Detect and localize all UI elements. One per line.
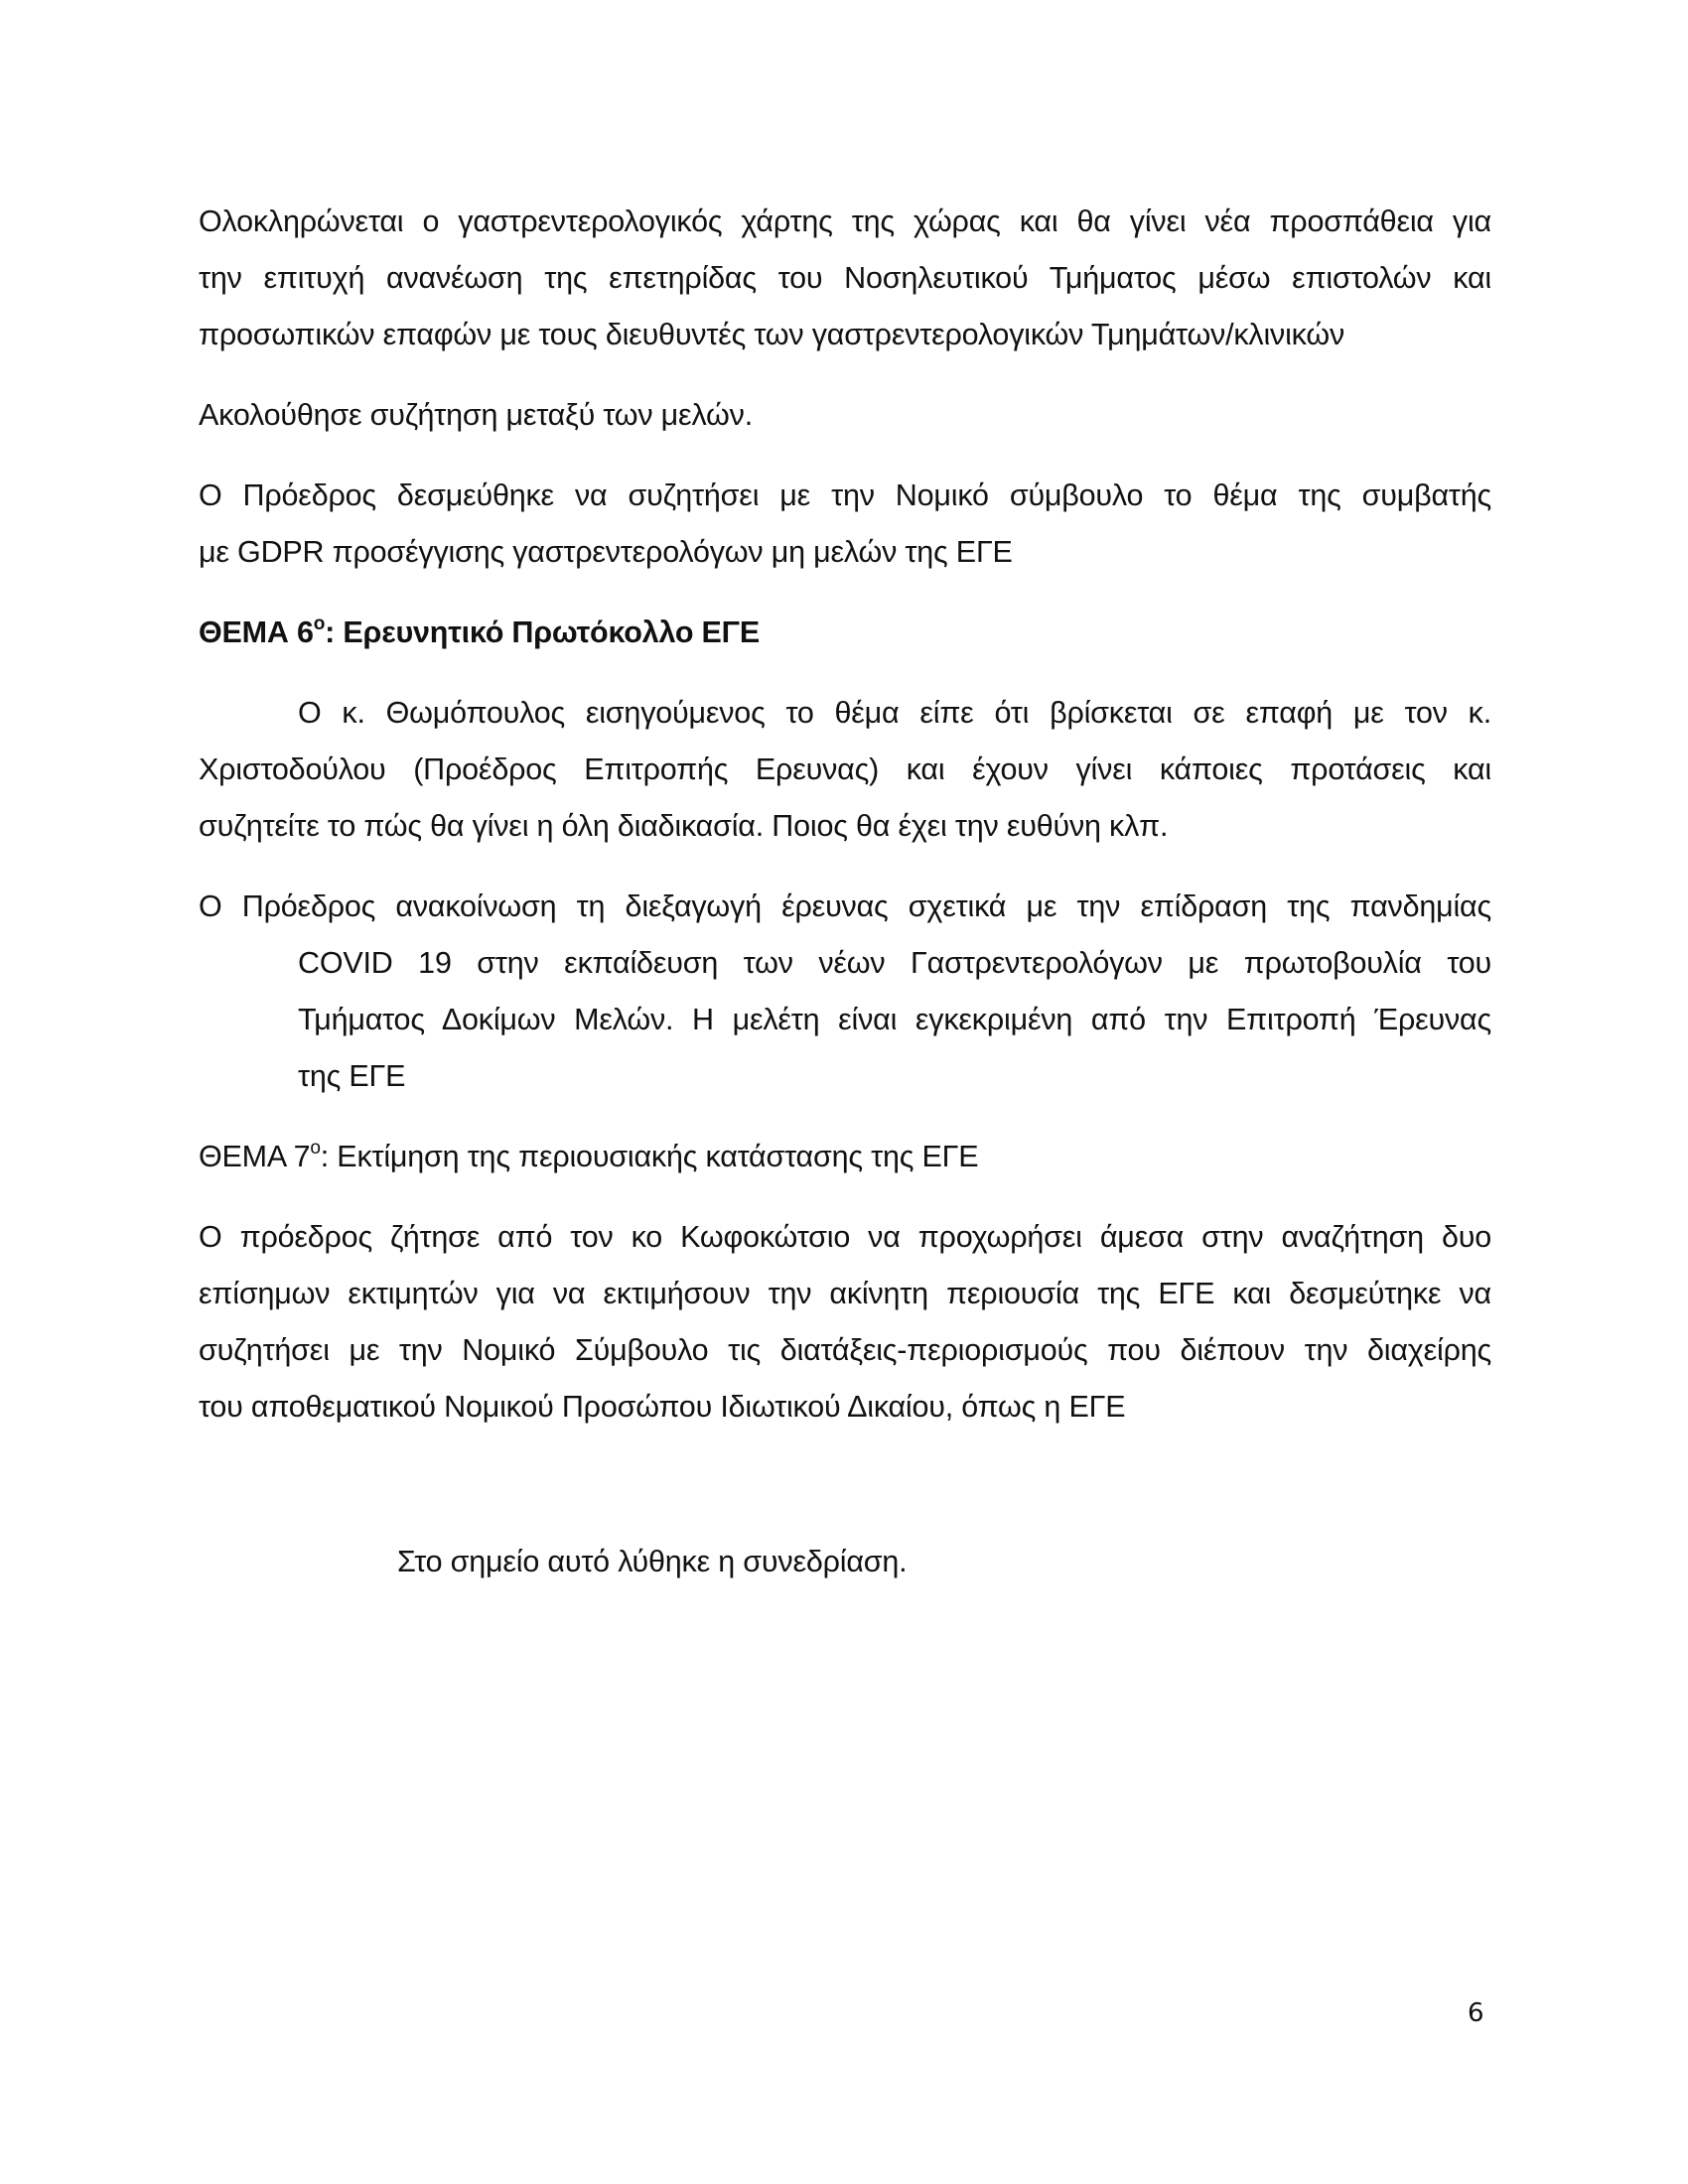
text-line: Ο Πρόεδρος δεσμεύθηκε να συζητήσει με την Νομικό σύμβουλο το θέμα της συμβατής (199, 478, 1491, 512)
heading-title: : Εκτίμηση της περιουσιακής κατάστασης της ΕΓΕ (320, 1140, 979, 1173)
paragraph-discussion (199, 387, 1491, 444)
text-line: της ΕΓΕ (298, 1059, 406, 1093)
text-line: Ο Πρόεδρος ανακοίνωση τη διεξαγωγή έρευνας σχετικά με την επίδραση της πανδημίας (199, 889, 1491, 923)
closing-statement: Στο σημείο αυτό λύθηκε η συνεδρίαση. (397, 1545, 908, 1578)
text-line: του αποθεματικού Νομικού Προσώπου Ιδιωτικού Δικαίου, όπως η ΕΓΕ (199, 1390, 1126, 1424)
heading-topic-7 (199, 1129, 1491, 1185)
heading-superscript: ο (310, 1137, 321, 1159)
paragraph-property-valuation (199, 1209, 1491, 1435)
text-line: Ολοκληρώνεται ο γαστρεντερολογικός χάρτης της χώρας και θα γίνει νέα προσπάθεια για (199, 205, 1491, 238)
text-line: συζητείτε το πώς θα γίνει η όλη διαδικασία. Ποιος θα έχει την ευθύνη κλπ. (199, 809, 1169, 843)
text-line: Τμήματος Δοκίμων Μελών. Η μελέτη είναι εγκεκριμένη από την Επιτροπή Έρευνας (298, 1003, 1491, 1036)
document-body (199, 194, 1491, 1459)
text-line: Ακολούθησε συζήτηση μεταξύ των μελών. (199, 398, 753, 432)
text-line: Ο πρόεδρος ζήτησε από τον κο Κωφοκώτσιο να προχωρήσει άμεσα στην αναζήτηση δυο (199, 1220, 1491, 1254)
paragraph-covid-study (199, 879, 1491, 1105)
text-line: Ο κ. Θωμόπουλος εισηγούμενος το θέμα είπε ότι βρίσκεται σε επαφή με τον κ. (298, 696, 1491, 730)
heading-prefix: ΘΕΜΑ 7 (199, 1140, 311, 1173)
text-line: επίσημων εκτιμητών για να εκτιμήσουν την ακίνητη περιουσία της ΕΓΕ και δεσμεύτηκε να (199, 1277, 1491, 1310)
text-line: Χριστοδούλου (Προέδρος Επιτροπής Ερευνας) και έχουν γίνει κάποιες προτάσεις και (199, 752, 1491, 786)
text-line: συζητήσει με την Νομικό Σύμβουλο τις διατάξεις-περιορισμούς που διέπουν την διαχείρης (199, 1333, 1491, 1367)
heading-title: : Ερευνητικό Πρωτόκολλο ΕΓΕ (325, 615, 760, 649)
paragraph-research-protocol (199, 685, 1491, 855)
text-line: COVID 19 στην εκπαίδευση των νέων Γαστρεντερολόγων με πρωτοβουλία του (298, 946, 1491, 980)
text-line: προσωπικών επαφών με τους διευθυντές των γαστρεντερολογικών Τμημάτων/κλινικών (199, 318, 1345, 351)
paragraph-gdpr (199, 468, 1491, 581)
heading-superscript: ο (313, 613, 326, 634)
page-number: 6 (1468, 1998, 1484, 2028)
paragraph-gastro-map (199, 194, 1491, 363)
heading-prefix: ΘΕΜΑ 6 (199, 615, 314, 649)
text-line: με GDPR προσέγγισης γαστρεντερολόγων μη μελών της ΕΓΕ (199, 535, 1013, 569)
heading-topic-6 (199, 605, 1491, 661)
text-line: την επιτυχή ανανέωση της επετηρίδας του Νοσηλευτικού Τμήματος μέσω επιστολών και (199, 261, 1491, 295)
